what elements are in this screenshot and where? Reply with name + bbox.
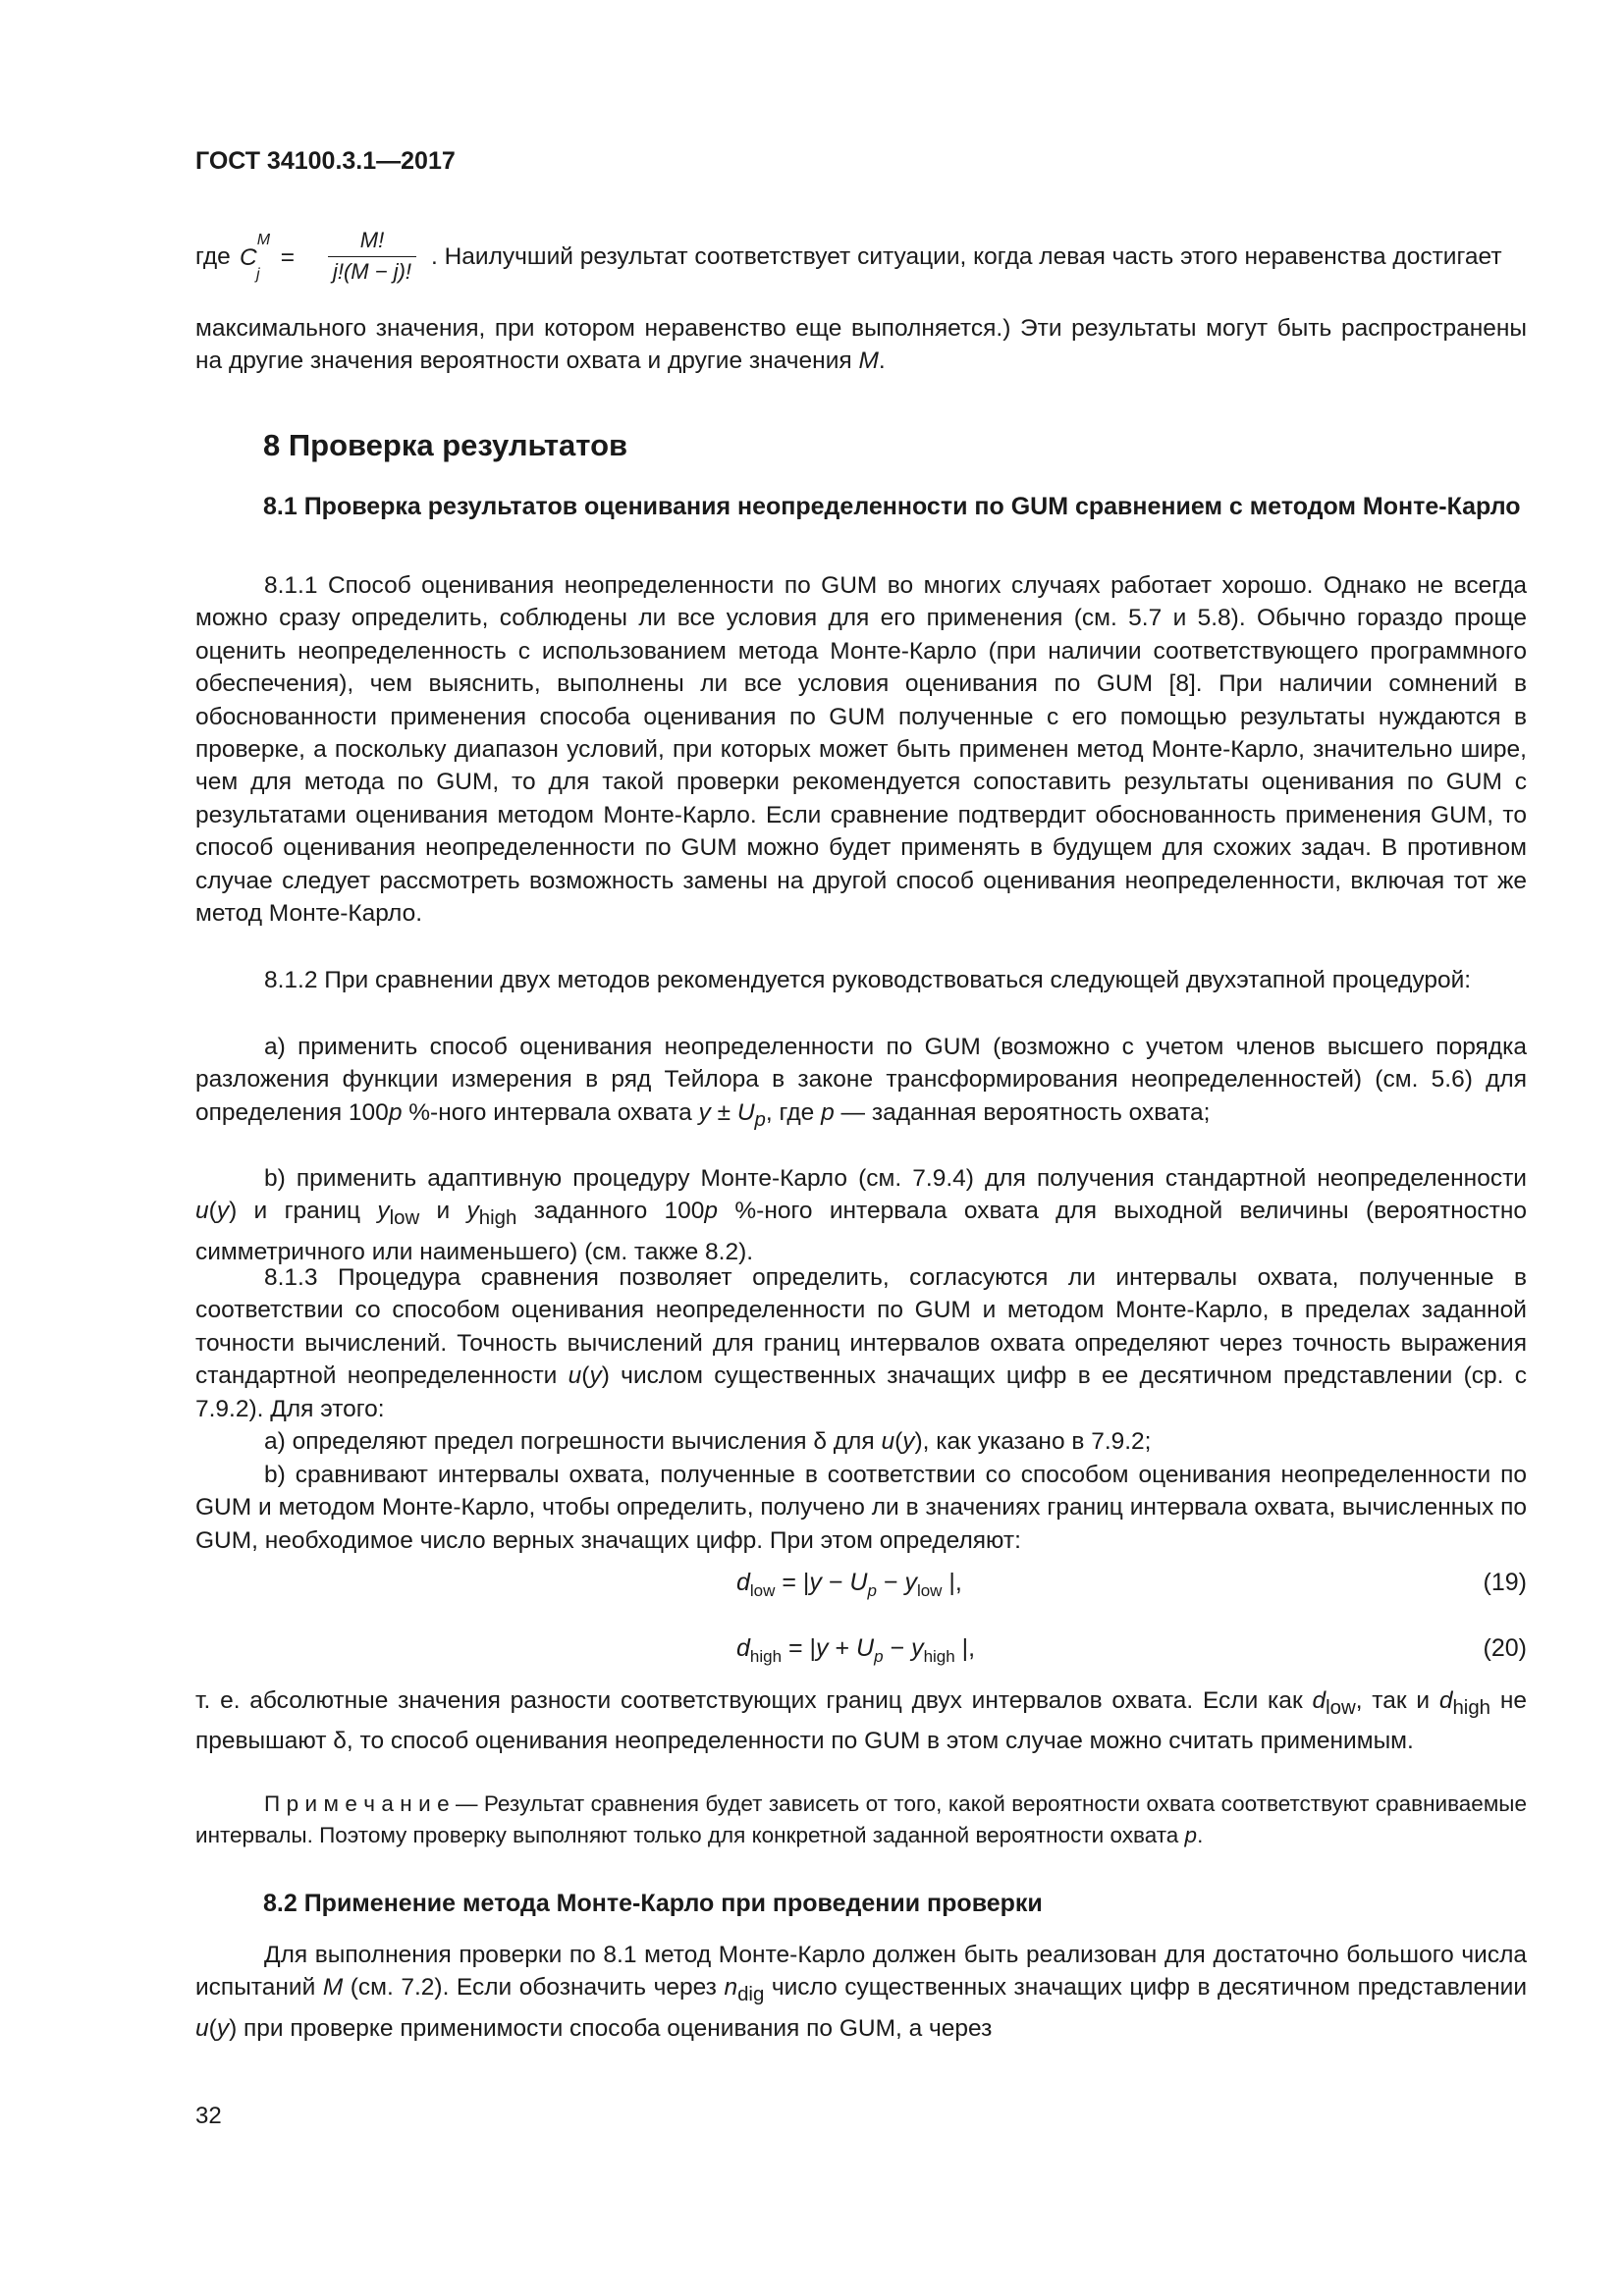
var-u: u: [195, 1198, 209, 1225]
fraction-suffix: . Наилучший результат соответствует ситуации, когда левая часть этого неравенства достигает: [431, 243, 1502, 270]
text-run: и: [419, 1198, 467, 1225]
var-y: y: [698, 1098, 711, 1126]
note-paragraph: П р и м е ч а н и е — Результат сравнения будет зависеть от того, какой вероятности охвата соответствуют сравниваемые интервалы. Поэтому проверку выполняют только для конкретной заданной вероятности охвата p.: [195, 1791, 1527, 1847]
binomial-fraction: [328, 228, 416, 285]
text-run: , как указано в 7.9.2;: [922, 1428, 1152, 1455]
text-run: , где: [765, 1098, 822, 1126]
equation-19: $d_{low} = |y - U_p - y_{low}$ |,: [736, 1569, 962, 1600]
equation-20-number: (20): [1483, 1634, 1527, 1662]
text-run: заданного 100: [516, 1198, 705, 1225]
var-p: p: [821, 1098, 835, 1126]
text-run: числом существенных значащих цифр в ее десятичном представлении (ср. с 7.9.2). Для этого:: [195, 1362, 1528, 1422]
equation-20: $d_{high} = |y + U_p - y_{high}$ |,: [736, 1634, 976, 1666]
continuation-var: M: [858, 347, 879, 375]
fraction-continuation: [195, 312, 1527, 378]
text-run: b) применить адаптивную процедуру Монте-Карло (см. 7.9.4) для получения стандартной неопределенности: [264, 1165, 1527, 1192]
var-p: p: [754, 1108, 766, 1131]
text-run: не превышают δ, то способ оценивания неопределенности по GUM в этом случае можно считать применимым.: [195, 1687, 1527, 1755]
text-run: %-ного интервала охвата: [402, 1098, 699, 1126]
fraction-numerator: M!: [359, 228, 385, 252]
fraction-prefix: где: [195, 243, 231, 270]
text-run: при проверке применимости способа оценивания по GUM, а через: [237, 2014, 993, 2042]
var-U: U: [736, 1098, 755, 1126]
fraction-denominator: j!(M − j)!: [332, 259, 412, 284]
paragraph-8-1-3-b: b) сравнивают интервалы охвата, полученные в соответствии со способом оценивания неопределенности по GUM и методом Монте-Карло, чтобы определить, получено ли в значениях границ интервала охвата, вычисленных по GUM, необходимое число верных значащих цифр. При этом определяют:: [195, 1462, 1527, 1554]
paragraph-8-1-2: 8.1.2 При сравнении двух методов рекомендуется руководствоваться следующей двухэтапной процедурой:: [264, 967, 1472, 993]
var-p: p: [388, 1098, 403, 1126]
text-run: %-ного интервала охвата для выходной величины (вероятностно симметричного или наименьшего) (см. также 8.2).: [195, 1198, 1527, 1265]
note-text: — Результат сравнения будет зависеть от того, какой вероятности охвата соответствуют сравниваемые интервалы. Поэтому проверку выполняют только для конкретной заданной вероятности охвата: [195, 1791, 1527, 1847]
paragraph-8-1-2-b: b) применить адаптивную процедуру Монте-Карло (см. 7.9.4) для получения стандартной неопределенности u(y) и границ $y_{low}$ и $y_{high}$ заданного 100p %-ного интервала охвата для выходной величины (вероятностно симметричного или наименьшего) (см. также 8.2).: [195, 1165, 1527, 1265]
section-title: 8 Проверка результатов: [263, 428, 628, 462]
paragraph-8-1-3: 8.1.3 Процедура сравнения позволяет определить, согласуются ли интервалы охвата, полученные в соответствии со способом оценивания неопределенности по GUM и методом Монте-Карло, в пределах заданной точности вычислений. Точность вычислений для границ интервалов охвата определяют через точность выражения стандартной неопределенности u(y) числом существенных значащих цифр в ее десятичном представлении (ср. с 7.9.2). Для этого:: [195, 1264, 1528, 1422]
binomial-symbol: $C^M_j$ =: [240, 232, 295, 284]
paragraph-after-equations: т. е. абсолютные значения разности соответствующих границ двух интервалов охвата. Если как $d_{low}$, так и $d_{high}$ не превышают δ, то способ оценивания неопределенности по GUM в этом случае можно считать применимым.: [195, 1687, 1527, 1755]
page-number: 32: [195, 2103, 222, 2129]
binomial-letter: C: [240, 244, 257, 272]
subsection-8-2-title: 8.2 Применение метода Монте-Карло при проведении проверки: [263, 1890, 1043, 1917]
text-run: число существенных значащих цифр в десятичном представлении: [764, 1974, 1528, 2002]
subsection-8-1-title: 8.1 Проверка результатов оценивания неопределенности по GUM сравнением с методом Монте-Карло: [263, 493, 1521, 520]
continuation-end: .: [878, 347, 886, 375]
equation-19-number: (19): [1483, 1569, 1527, 1596]
continuation-text: максимального значения, при котором неравенство еще выполняется.) Эти результаты могут быть распространены на другие значения вероятности охвата и другие значения: [195, 315, 1527, 375]
paragraph-8-1-2-a: а) применить способ оценивания неопределенности по GUM (возможно с учетом членов высшего порядка разложения функции измерения в ряд Тейлора в законе трансформирования неопределенностей) (см. 5.6) для определения 100p %-ного интервала охвата $y \pm U_p$, где p — заданная вероятность охвата;: [195, 1034, 1527, 1131]
paragraph-8-1-3-a: а) определяют предел погрешности вычисления δ для u(y), как указано в 7.9.2;: [264, 1428, 1152, 1455]
note-label: П р и м е ч а н и е: [264, 1791, 450, 1816]
binomial-sup: M: [256, 232, 271, 248]
text-run: и границ: [237, 1198, 378, 1225]
text-run: , так и: [1355, 1687, 1439, 1714]
text-run: — заданная вероятность охвата;: [834, 1098, 1211, 1126]
text-run: (см. 7.2). Если обозначить через: [343, 1974, 725, 2002]
binomial-sub: j: [256, 266, 260, 284]
text-run: т. е. абсолютные значения разности соответствующих границ двух интервалов охвата. Если как: [195, 1687, 1313, 1714]
standard-header: ГОСТ 34100.3.1—2017: [195, 147, 456, 175]
note-end: .: [1197, 1823, 1204, 1847]
fraction-bar: [328, 256, 416, 257]
paragraph-8-2: Для выполнения проверки по 8.1 метод Монте-Карло должен быть реализован для достаточно большого числа испытаний M (см. 7.2). Если обозначить через $n_{dig}$ число существенных значащих цифр в десятичном представлении u(y) при проверке применимости способа оценивания по GUM, а через: [195, 1942, 1528, 2042]
text-run: а) определяют предел погрешности вычисления δ для: [264, 1428, 882, 1455]
text-run: 8.1.3 Процедура сравнения позволяет определить, согласуются ли интервалы охвата, полученные в соответствии со способом оценивания неопределенности по GUM и методом Монте-Карло, в пределах заданной точности вычислений. Точность вычислений для границ интервалов охвата определяют через точность выражения стандартной неопределенности: [195, 1264, 1527, 1390]
text-run: а) применить способ оценивания неопределенности по GUM (возможно с учетом членов высшего порядка разложения функции измерения в ряд Тейлора в законе трансформирования неопределенностей) (см. 5.6) для определения 100: [195, 1034, 1527, 1126]
paragraph-8-1-1: 8.1.1 Способ оценивания неопределенности по GUM во многих случаях работает хорошо. Однако не всегда можно сразу определить, соблюдены ли все условия для его применения (см. 5.7 и 5.8). Обычно гораздо проще оценить неопределенность с использованием метода Монте-Карло (при наличии соответствующего программного обеспечения), чем выяснить, выполнены ли все условия оценивания по GUM [8]. При наличии сомнений в обоснованности применения способа оценивания по GUM полученные с его помощью результаты нуждаются в проверке, а поскольку диапазон условий, при которых может быть применен метод Монте-Карло, значительно шире, чем для метода по GUM, то для такой проверки рекомендуется сопоставить результаты оценивания по GUM с результатами оценивания методом Монте-Карло. Если сравнение подтвердит обоснованность применения GUM, то способ оценивания неопределенности по GUM можно будет применять в будущем для схожих задач. В противном случае следует рассмотреть возможность замены на другой способ оценивания неопределенности, включая тот же метод Монте-Карло.: [195, 572, 1527, 928]
text-run: Для выполнения проверки по 8.1 метод Монте-Карло должен быть реализован для достаточно большого числа испытаний: [195, 1942, 1527, 2002]
